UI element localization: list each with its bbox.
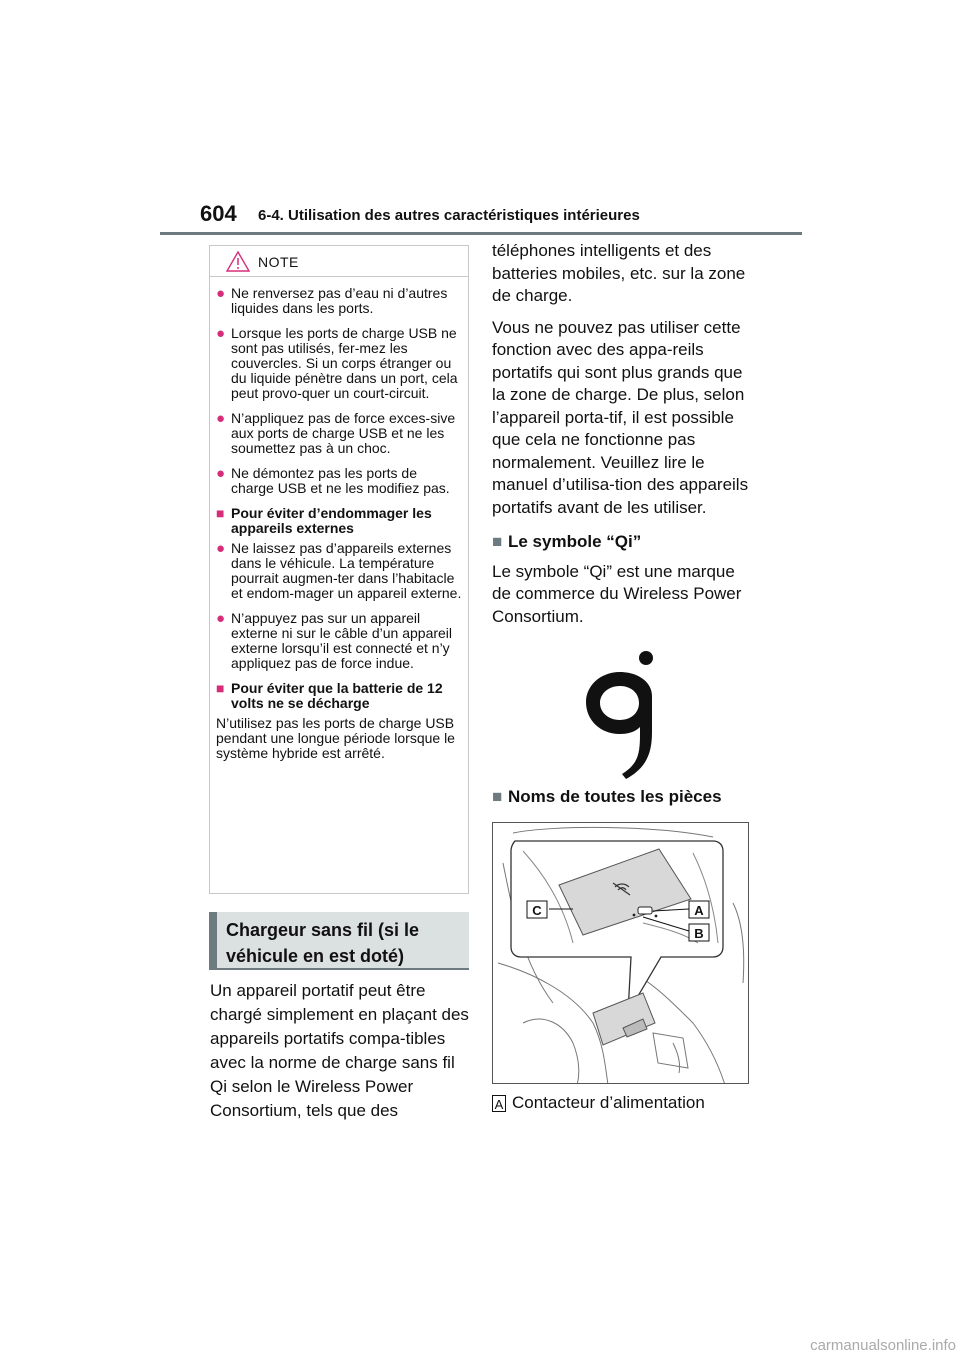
note-body xyxy=(210,277,468,761)
parts-heading-text: Noms de toutes les pièces xyxy=(508,787,722,806)
right-column xyxy=(492,240,754,637)
note-item xyxy=(216,466,462,496)
watermark: carmanualsonline.info xyxy=(810,1337,956,1354)
part-letter: A xyxy=(492,1095,506,1112)
note-item-text: Ne renversez pas d’eau ni d’autres liquides dans les ports. xyxy=(231,285,448,316)
section-title: Chargeur sans fil (si le véhicule en est doté) xyxy=(209,912,469,970)
bullet-dot-icon: ● xyxy=(216,610,226,627)
note-item xyxy=(216,611,462,671)
square-bullet-icon: ■ xyxy=(216,680,225,696)
intro-paragraph: Un appareil portatif peut être chargé simplement en plaçant des appareils portatifs compa-tibles avec la norme de charge sans fil Qi selon le Wireless Power Consortium, tels que des xyxy=(210,981,469,1120)
charger-illustration xyxy=(492,822,749,1084)
bullet-dot-icon: ● xyxy=(216,540,226,557)
parts-heading xyxy=(492,787,722,807)
qi-heading xyxy=(492,531,754,554)
bullet-dot-icon: ● xyxy=(216,410,226,427)
section-header: 6-4. Utilisation des autres caractéristiques intérieures xyxy=(258,207,640,224)
note-subheading-text: Pour éviter d’endommager les appareils externes xyxy=(231,505,432,536)
callout-c: C xyxy=(532,903,542,918)
square-bullet-icon: ■ xyxy=(216,505,225,521)
note-box xyxy=(209,245,469,894)
warning-triangle-icon xyxy=(226,251,250,272)
note-subheading xyxy=(216,506,462,536)
note-title: NOTE xyxy=(258,254,299,270)
qi-heading-text: Le symbole “Qi” xyxy=(508,532,642,551)
note-subheading xyxy=(216,681,462,711)
square-bullet-icon: ■ xyxy=(492,787,503,806)
bullet-dot-icon: ● xyxy=(216,325,226,342)
compatibility-paragraph: Vous ne pouvez pas utiliser cette fonction avec des appa-reils portatifs qui sont plus grands que la zone de charge. De plus, selon l’appareil porta-tif, il est possible que cela ne fonctionne pas normalement. Veuillez lire le manuel d’utilisa-tion des appareils portatifs avant de les utiliser. xyxy=(492,317,749,517)
console-diagram xyxy=(493,823,749,1084)
qi-paragraph: Le symbole “Qi” est une marque de commerce du Wireless Power Consortium. xyxy=(492,561,742,626)
note-item xyxy=(216,411,462,456)
note-subheading-text: Pour éviter que la batterie de 12 volts ne se décharge xyxy=(231,680,443,711)
page-number: 604 xyxy=(200,201,237,226)
part-name: Contacteur d’alimentation xyxy=(512,1093,705,1112)
bullet-dot-icon: ● xyxy=(216,465,226,482)
callout-b: B xyxy=(694,926,704,941)
note-title-row xyxy=(210,246,468,277)
note-item-text: Ne laissez pas d’appareils externes dans le véhicule. La température pourrait augmen-ter dans l’habitacle et endom-mager un appareil externe. xyxy=(231,540,462,601)
header-rule xyxy=(160,232,802,235)
continuation-paragraph: téléphones intelligents et des batteries mobiles, etc. sur la zone de charge. xyxy=(492,241,746,305)
part-row xyxy=(492,1093,705,1113)
note-item-text: Ne démontez pas les ports de charge USB et ne les modifiez pas. xyxy=(231,465,450,496)
note-plain-text: N’utilisez pas les ports de charge USB pendant une longue période lorsque le système hybride est arrêté. xyxy=(216,715,455,761)
qi-logo-icon xyxy=(582,648,662,780)
note-item-text: N’appliquez pas de force exces-sive aux ports de charge USB et ne les soumettez pas à un choc. xyxy=(231,410,456,456)
note-item xyxy=(216,326,462,401)
note-item xyxy=(216,541,462,601)
note-item-text: Lorsque les ports de charge USB ne sont pas utilisés, fer-mez les couvercles. Si un corps étranger ou du liquide pénètre dans un port, cela peut provo-quer un court-circuit. xyxy=(231,325,458,401)
note-item-text: N’appuyez pas sur un appareil externe ni sur le câble d’un appareil externe lorsqu’il est connecté et n’y appliquez pas de force indue. xyxy=(231,610,453,671)
note-item xyxy=(216,286,462,316)
bullet-dot-icon: ● xyxy=(216,285,226,302)
callout-a: A xyxy=(694,903,704,918)
square-bullet-icon: ■ xyxy=(492,532,503,551)
